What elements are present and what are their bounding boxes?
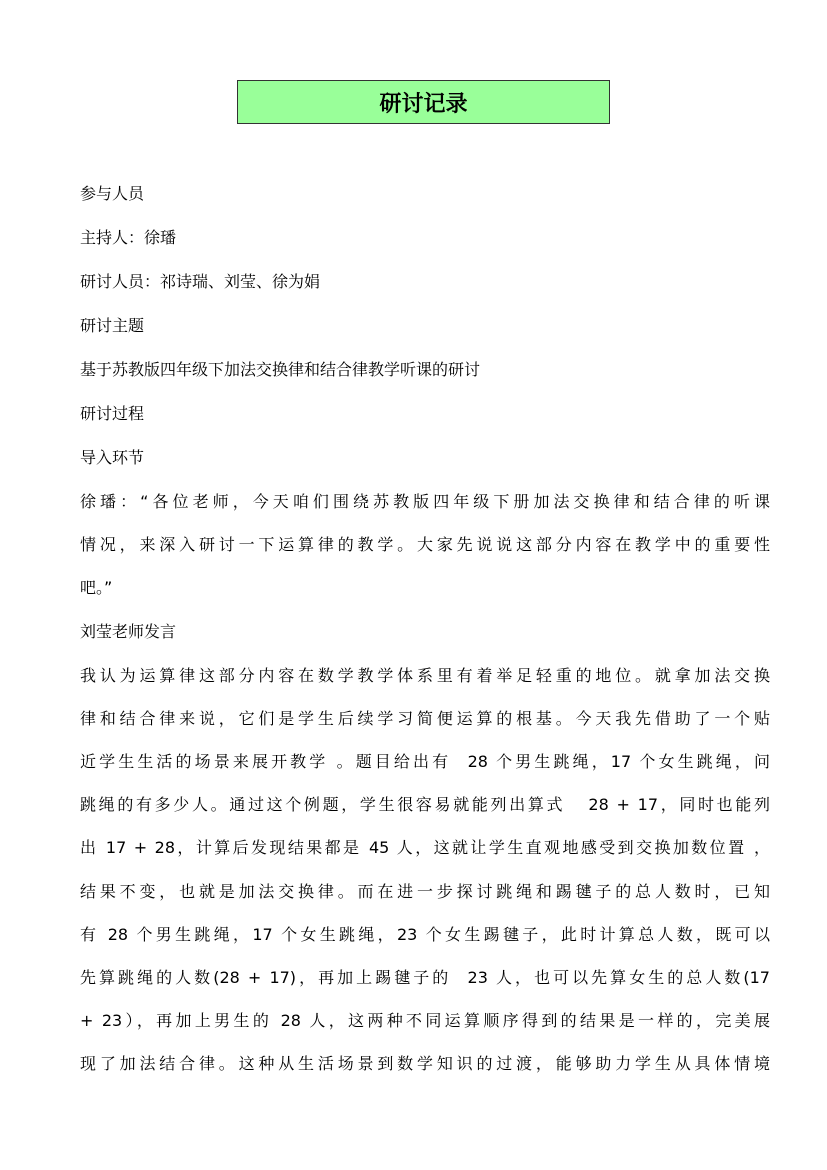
paragraph-line: 先算跳绳的人数(28 + 17)，再加上踢毽子的 23 人，也可以先算女生的总人数(17 bbox=[80, 967, 770, 987]
paragraph-line: 情况，来深入研讨一下运算律的教学。大家先说说这部分内容在教学中的重要性 bbox=[80, 535, 770, 555]
paragraph-line: 徐璠：“各位老师，今天咱们围绕苏教版四年级下册加法交换律和结合律的听课 bbox=[80, 492, 770, 511]
host-line: 主持人：徐璠 bbox=[80, 228, 177, 247]
paragraph-line: 结果不变，也就是加法交换律。而在进一步探讨跳绳和踢毽子的总人数时，已知 bbox=[80, 881, 770, 901]
paragraph-line: 我认为运算律这部分内容在数学教学体系里有着举足轻重的地位。就拿加法交换 bbox=[80, 665, 770, 685]
paragraph-line: 出 17 + 28，计算后发现结果都是 45 人，这就让学生直观地感受到交换加数位置 ， bbox=[80, 838, 770, 858]
researchers-line: 研讨人员：祁诗瑞、刘莹、徐为娟 bbox=[80, 272, 321, 291]
paragraph-line: 现了加法结合律。这种从生活场景到数学知识的过渡，能够助力学生从具体情境 bbox=[80, 1054, 770, 1074]
paragraph-line: 有 28 个男生跳绳，17 个女生跳绳，23 个女生踢毽子，此时计算总人数，既可以 bbox=[80, 924, 770, 944]
paragraph-line: 律和结合律来说，它们是学生后续学习简便运算的根基。今天我先借助了一个贴 bbox=[80, 708, 770, 728]
topic-heading: 研讨主题 bbox=[80, 316, 145, 335]
intro-paragraph bbox=[80, 480, 770, 610]
paragraph-line: 吧。” bbox=[80, 578, 113, 598]
liu-paragraph bbox=[80, 654, 770, 1086]
document-body bbox=[80, 172, 770, 1085]
participants-heading: 参与人员 bbox=[80, 184, 145, 203]
paragraph-line: + 23），再加上男生的 28 人，这两种不同运算顺序得到的结果是一样的，完美展 bbox=[80, 1011, 770, 1031]
page-title: 研讨记录 bbox=[237, 80, 610, 124]
paragraph-line: 跳绳的有多少人。通过这个例题，学生很容易就能列出算式 28 + 17，同时也能列 bbox=[80, 795, 770, 815]
paragraph-line: 近学生生活的场景来展开教学 。题目给出有 28 个男生跳绳，17 个女生跳绳，问 bbox=[80, 751, 770, 771]
liu-heading: 刘莹老师发言 bbox=[80, 621, 177, 641]
topic-line: 基于苏教版四年级下加法交换律和结合律教学听课的研讨 bbox=[80, 360, 481, 379]
process-heading: 研讨过程 bbox=[80, 404, 145, 423]
intro-heading: 导入环节 bbox=[80, 448, 145, 467]
